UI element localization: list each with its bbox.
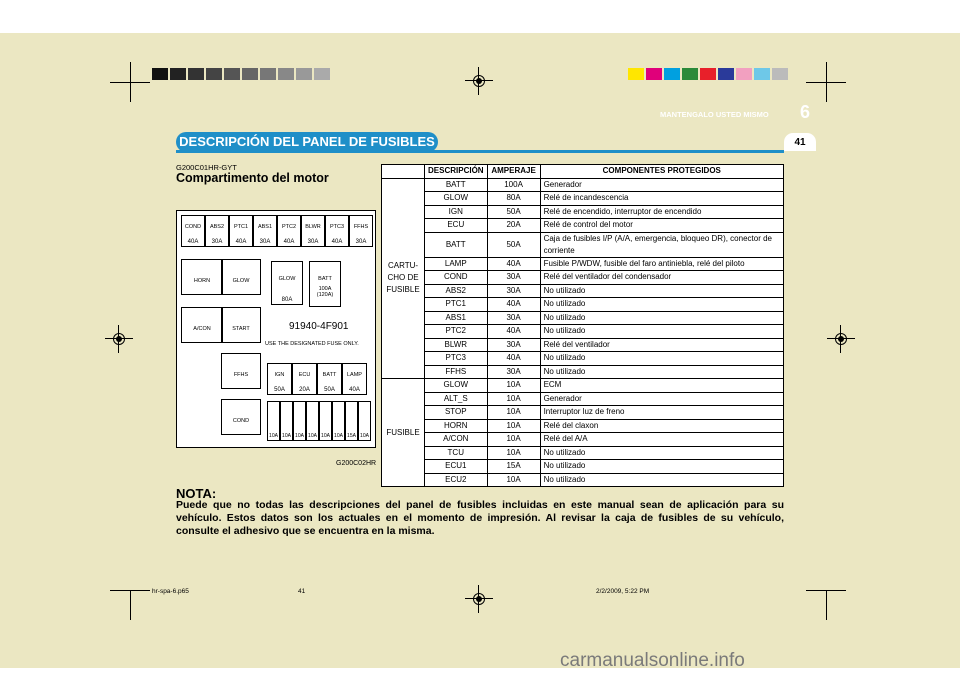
- color-swatch: [664, 68, 680, 80]
- cell-amperage: 30A: [487, 284, 540, 298]
- glow-cartridge: [271, 261, 303, 305]
- mini-fuse-5: [332, 401, 345, 441]
- cell-description: A/CON: [425, 433, 488, 447]
- cell-description: FFHS: [425, 365, 488, 379]
- fuse-warning: USE THE DESIGNATED FUSE ONLY.: [265, 341, 359, 347]
- cell-components: No utilizado: [540, 352, 783, 366]
- cell-components: No utilizado: [540, 298, 783, 312]
- cell-amperage: 30A: [487, 271, 540, 285]
- section-title: DESCRIPCIÓN DEL PANEL DE FUSIBLES: [176, 132, 438, 152]
- cell-description: HORN: [425, 419, 488, 433]
- acon-relay: [181, 307, 223, 343]
- ffhs-relay: [221, 353, 261, 389]
- glow-cartridge-label: GLOW: [278, 276, 296, 282]
- ffhs-label: FFHS: [233, 372, 249, 378]
- start-relay: [221, 307, 261, 343]
- table-row: [382, 365, 784, 379]
- cell-components: Relé de control del motor: [540, 219, 783, 233]
- cell-components: No utilizado: [540, 446, 783, 460]
- cell-components: ECM: [540, 379, 783, 393]
- cell-amperage: 10A: [487, 406, 540, 420]
- cell-components: Relé de incandescencia: [540, 192, 783, 206]
- cell-components: Relé del ventilador: [540, 338, 783, 352]
- fuse-top-0: [181, 215, 205, 247]
- cell-amperage: 30A: [487, 365, 540, 379]
- fuse-top-label: BLWR: [305, 224, 321, 230]
- cell-amperage: 40A: [487, 298, 540, 312]
- cell-components: Relé del A/A: [540, 433, 783, 447]
- batt-cartridge-amp: 100A: [318, 286, 332, 292]
- table-row: [382, 219, 784, 233]
- cell-components: No utilizado: [540, 460, 783, 474]
- cell-amperage: 30A: [487, 338, 540, 352]
- grayscale-swatch: [260, 68, 276, 80]
- table-row: [382, 379, 784, 393]
- crop-mark: [110, 590, 150, 591]
- fuse-top-label: PTC2: [281, 224, 297, 230]
- fuse-bottom-0: [267, 363, 292, 395]
- table-row: [382, 271, 784, 285]
- cell-description: ABS2: [425, 284, 488, 298]
- glow-cartridge-amp: 80A: [281, 297, 293, 303]
- cell-amperage: 10A: [487, 446, 540, 460]
- fuse-top-amp: 30A: [211, 239, 223, 245]
- cell-amperage: 100A: [487, 178, 540, 192]
- color-swatch: [754, 68, 770, 80]
- batt-cartridge: [309, 261, 341, 307]
- fuse-bottom-amp: 20A: [299, 387, 310, 393]
- grayscale-swatch: [224, 68, 240, 80]
- page-number: 41: [784, 133, 816, 151]
- cond-label: COND: [232, 418, 250, 424]
- chapter-label: MANTENGALO USTED MISMO: [660, 110, 769, 119]
- fuse-top-7: [349, 215, 373, 247]
- cell-amperage: 40A: [487, 257, 540, 271]
- cell-description: ALT_S: [425, 392, 488, 406]
- cell-components: Caja de fusibles I/P (A/A, emergencia, bloqueo DR), conector de corriente: [540, 232, 783, 257]
- fuse-bottom-label: ECU: [298, 372, 311, 378]
- cell-amperage: 10A: [487, 379, 540, 393]
- mini-fuse-2: [293, 401, 306, 441]
- mini-fuse-7: [358, 401, 371, 441]
- table-row: [382, 473, 784, 487]
- fuse-top-amp: 40A: [187, 239, 199, 245]
- cell-components: No utilizado: [540, 284, 783, 298]
- cell-components: No utilizado: [540, 365, 783, 379]
- table-row: [382, 433, 784, 447]
- fuse-bottom-label: LAMP: [347, 372, 362, 378]
- fuse-bottom-2: [317, 363, 342, 395]
- table-row: [382, 406, 784, 420]
- cell-components: No utilizado: [540, 325, 783, 339]
- cell-components: Relé de encendido, interruptor de encendido: [540, 205, 783, 219]
- table-row: [382, 460, 784, 474]
- fuse-top-label: PTC3: [329, 224, 345, 230]
- fuse-top-label: COND: [184, 224, 202, 230]
- color-swatch: [646, 68, 662, 80]
- grayscale-swatch: [296, 68, 312, 80]
- watermark: carmanualsonline.info: [560, 650, 745, 671]
- footer-date: 2/2/2009, 5:22 PM: [596, 588, 650, 595]
- cell-amperage: 10A: [487, 392, 540, 406]
- registration-mark-icon: [470, 72, 488, 90]
- table-row: [382, 392, 784, 406]
- cell-amperage: 50A: [487, 205, 540, 219]
- fuse-top-1: [205, 215, 229, 247]
- cell-components: No utilizado: [540, 473, 783, 487]
- fuse-bottom-1: [292, 363, 317, 395]
- fuse-bottom-label: IGN: [274, 372, 285, 378]
- fuse-bottom-amp: 40A: [349, 387, 360, 393]
- table-row: [382, 338, 784, 352]
- footer-page: 41: [298, 588, 306, 595]
- cell-description: BATT: [425, 232, 488, 257]
- cell-description: BLWR: [425, 338, 488, 352]
- cell-description: COND: [425, 271, 488, 285]
- fuse-top-amp: 40A: [331, 239, 343, 245]
- table-row: [382, 178, 784, 192]
- cell-description: PTC3: [425, 352, 488, 366]
- color-swatch: [700, 68, 716, 80]
- cell-description: BATT: [425, 178, 488, 192]
- mini-fuse-0: [267, 401, 280, 441]
- mini-fuse-1: [280, 401, 293, 441]
- table-row: [382, 325, 784, 339]
- cell-amperage: 30A: [487, 311, 540, 325]
- table-row: [382, 446, 784, 460]
- header-components: COMPONENTES PROTEGIDOS: [540, 165, 783, 179]
- cond-relay: [221, 399, 261, 435]
- horn-label: HORN: [193, 278, 211, 284]
- grayscale-swatch: [188, 68, 204, 80]
- table-body: [382, 178, 784, 487]
- crop-mark: [110, 82, 150, 83]
- mini-fuse-amp: 10A: [334, 433, 343, 439]
- grayscale-swatch: [152, 68, 168, 80]
- cell-amperage: 80A: [487, 192, 540, 206]
- table-row: [382, 232, 784, 257]
- fuse-bottom-3: [342, 363, 367, 395]
- chapter-number: 6: [800, 102, 811, 122]
- fuse-bottom-label: BATT: [322, 372, 337, 378]
- cell-components: Relé del ventilador del condensador: [540, 271, 783, 285]
- acon-label: A/CON: [193, 326, 211, 332]
- cell-description: ECU1: [425, 460, 488, 474]
- part-number: 91940-4F901: [289, 321, 349, 332]
- group-label: CARTU- CHO DE FUSIBLE: [382, 178, 425, 379]
- cell-description: IGN: [425, 205, 488, 219]
- fuse-top-amp: 40A: [283, 239, 295, 245]
- registration-mark-icon: [832, 330, 850, 348]
- mini-fuse-amp: 10A: [269, 433, 278, 439]
- footer-filename: hr-spa-6.p65: [152, 588, 189, 595]
- cell-description: PTC2: [425, 325, 488, 339]
- diagram-caption: G200C02HR: [336, 460, 377, 467]
- mini-fuse-3: [306, 401, 319, 441]
- glow-label: GLOW: [232, 278, 250, 284]
- table-row: [382, 298, 784, 312]
- cell-description: STOP: [425, 406, 488, 420]
- mini-fuse-amp: 10A: [282, 433, 291, 439]
- fuse-top-5: [301, 215, 325, 247]
- grayscale-swatch: [206, 68, 222, 80]
- fuse-top-label: ABS1: [257, 224, 273, 230]
- fuse-top-3: [253, 215, 277, 247]
- mini-fuse-amp: 10A: [321, 433, 330, 439]
- cell-components: Generador: [540, 392, 783, 406]
- fuse-top-label: ABS2: [209, 224, 225, 230]
- group-label: FUSIBLE: [382, 379, 425, 487]
- batt-cartridge-label: BATT: [318, 276, 332, 282]
- color-swatch: [682, 68, 698, 80]
- cell-description: LAMP: [425, 257, 488, 271]
- table-row: [382, 419, 784, 433]
- header-description: DESCRIPCIÓN: [425, 165, 488, 179]
- color-swatch: [718, 68, 734, 80]
- fuse-spec-table: [381, 164, 784, 487]
- cell-amperage: 10A: [487, 433, 540, 447]
- crop-mark: [806, 590, 846, 591]
- table-row: [382, 192, 784, 206]
- mini-fuse-amp: 10A: [295, 433, 304, 439]
- table-row: [382, 257, 784, 271]
- color-swatch: [628, 68, 644, 80]
- fuse-top-label: FFHS: [353, 224, 369, 230]
- table-header-row: [382, 165, 784, 179]
- grayscale-swatch: [278, 68, 294, 80]
- cell-description: ECU: [425, 219, 488, 233]
- cell-amperage: 10A: [487, 473, 540, 487]
- fuse-bottom-amp: 50A: [324, 387, 335, 393]
- note-title: NOTA:: [176, 486, 217, 501]
- header-group: [382, 165, 425, 179]
- fuse-top-2: [229, 215, 253, 247]
- mini-fuse-4: [319, 401, 332, 441]
- grayscale-swatch: [314, 68, 330, 80]
- cell-amperage: 20A: [487, 219, 540, 233]
- fuse-top-amp: 30A: [259, 239, 271, 245]
- grayscale-swatch: [242, 68, 258, 80]
- fuse-top-label: PTC1: [233, 224, 249, 230]
- cell-components: Interruptor luz de freno: [540, 406, 783, 420]
- mini-fuse-6: [345, 401, 358, 441]
- mini-fuse-amp: 15A: [347, 433, 356, 439]
- section-code: G200C01HR-GYT: [176, 163, 237, 172]
- cell-components: Relé del claxon: [540, 419, 783, 433]
- batt-cartridge-amp-alt: (120A): [316, 292, 334, 298]
- table-row: [382, 284, 784, 298]
- crop-mark: [130, 590, 131, 620]
- fuse-box-diagram: [176, 210, 376, 448]
- horn-relay: [181, 259, 223, 295]
- registration-mark-icon: [470, 590, 488, 608]
- table-row: [382, 311, 784, 325]
- cell-amperage: 40A: [487, 325, 540, 339]
- cell-amperage: 40A: [487, 352, 540, 366]
- cell-components: Generador: [540, 178, 783, 192]
- table-row: [382, 352, 784, 366]
- cell-components: No utilizado: [540, 311, 783, 325]
- grayscale-swatch: [170, 68, 186, 80]
- note-text: Puede que no todas las descripciones del panel de fusibles incluidas en este manual sean de aplicación para su vehículo. Estos datos son los actuales en el momento de impresión. Al revisar la caja de fusibles de su vehículo, consulte el adhesivo que se encuentra en la misma.: [176, 499, 784, 537]
- cell-description: GLOW: [425, 192, 488, 206]
- mini-fuse-amp: 10A: [308, 433, 317, 439]
- cell-components: Fusible P/WDW, fusible del faro antiniebla, relé del piloto: [540, 257, 783, 271]
- cell-description: ECU2: [425, 473, 488, 487]
- registration-mark-icon: [110, 330, 128, 348]
- mini-fuse-amp: 10A: [360, 433, 369, 439]
- fuse-top-amp: 30A: [307, 239, 319, 245]
- cell-description: ABS1: [425, 311, 488, 325]
- page-subtitle: Compartimento del motor: [176, 171, 329, 185]
- fuse-bottom-amp: 50A: [274, 387, 285, 393]
- fuse-top-6: [325, 215, 349, 247]
- cell-description: TCU: [425, 446, 488, 460]
- fuse-top-amp: 30A: [355, 239, 367, 245]
- header-amperage: AMPERAJE: [487, 165, 540, 179]
- cell-description: GLOW: [425, 379, 488, 393]
- color-swatch: [736, 68, 752, 80]
- cell-amperage: 15A: [487, 460, 540, 474]
- cell-amperage: 50A: [487, 232, 540, 257]
- fuse-top-4: [277, 215, 301, 247]
- table-row: [382, 205, 784, 219]
- glow-relay: [221, 259, 261, 295]
- color-swatch: [772, 68, 788, 80]
- cell-description: PTC1: [425, 298, 488, 312]
- start-label: START: [232, 326, 250, 332]
- fuse-top-amp: 40A: [235, 239, 247, 245]
- crop-mark: [806, 82, 846, 83]
- cell-amperage: 10A: [487, 419, 540, 433]
- crop-mark: [826, 590, 827, 620]
